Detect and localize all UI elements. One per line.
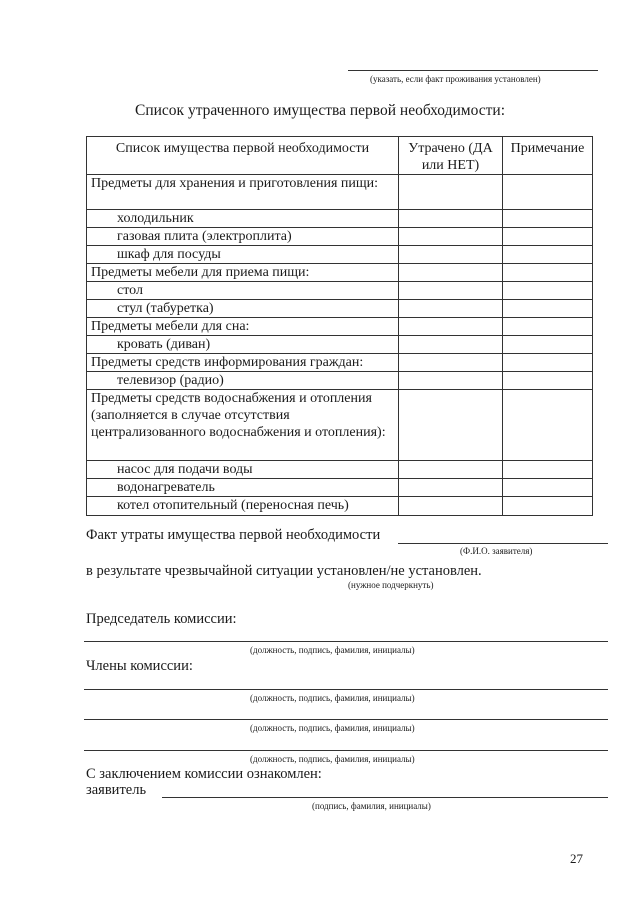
category-name: Предметы мебели для сна: xyxy=(87,318,399,336)
header-note: Примечание xyxy=(503,137,593,175)
member-line-3[interactable] xyxy=(84,750,608,751)
signature-caption: (подпись, фамилия, инициалы) xyxy=(312,801,431,811)
note-cell[interactable] xyxy=(503,354,593,372)
category-name: Предметы мебели для приема пищи: xyxy=(87,264,399,282)
item-name: насос для подачи воды xyxy=(87,461,399,479)
top-note: (указать, если факт проживания установлен) xyxy=(370,74,541,84)
note-cell[interactable] xyxy=(503,318,593,336)
lost-cell[interactable] xyxy=(399,497,503,516)
table-row xyxy=(87,246,593,264)
table-row xyxy=(87,497,593,516)
lost-cell[interactable] xyxy=(399,479,503,497)
category-name: Предметы для хранения и приготовления пищи: xyxy=(87,175,399,210)
table-row xyxy=(87,479,593,497)
lost-cell[interactable] xyxy=(399,461,503,479)
note-cell[interactable] xyxy=(503,264,593,282)
page-number: 27 xyxy=(570,851,583,866)
category-name: Предметы средств информирования граждан: xyxy=(87,354,399,372)
table-row xyxy=(87,372,593,390)
chairman-caption: (должность, подпись, фамилия, инициалы) xyxy=(250,645,415,655)
table-row xyxy=(87,354,593,372)
result-text: в результате чрезвычайной ситуации установлен/не установлен. xyxy=(86,563,482,579)
note-cell[interactable] xyxy=(503,390,593,461)
member-caption-3: (должность, подпись, фамилия, инициалы) xyxy=(250,754,415,764)
underline-caption: (нужное подчеркнуть) xyxy=(348,580,434,590)
fact-label: Факт утраты имущества первой необходимости xyxy=(86,527,381,543)
header-lost: Утрачено (ДА или НЕТ) xyxy=(399,137,503,175)
lost-cell[interactable] xyxy=(399,354,503,372)
top-line xyxy=(348,70,598,71)
note-cell[interactable] xyxy=(503,228,593,246)
item-name: стул (табуретка) xyxy=(87,300,399,318)
item-name: котел отопительный (переносная печь) xyxy=(87,497,399,516)
item-name: газовая плита (электроплита) xyxy=(87,228,399,246)
table-row xyxy=(87,282,593,300)
item-name: стол xyxy=(87,282,399,300)
fio-line[interactable] xyxy=(398,543,608,544)
lost-cell[interactable] xyxy=(399,282,503,300)
table-row xyxy=(87,228,593,246)
table-row xyxy=(87,336,593,354)
note-cell[interactable] xyxy=(503,336,593,354)
item-name: кровать (диван) xyxy=(87,336,399,354)
chairman-line[interactable] xyxy=(84,641,608,642)
member-caption-1: (должность, подпись, фамилия, инициалы) xyxy=(250,693,415,703)
item-name: телевизор (радио) xyxy=(87,372,399,390)
property-table xyxy=(86,136,593,516)
note-cell[interactable] xyxy=(503,282,593,300)
acquainted-label: С заключением комиссии ознакомлен: xyxy=(86,766,322,782)
lost-cell[interactable] xyxy=(399,372,503,390)
header-list: Список имущества первой необходимости xyxy=(87,137,399,175)
member-line-2[interactable] xyxy=(84,719,608,720)
table-row xyxy=(87,210,593,228)
item-name: холодильник xyxy=(87,210,399,228)
table-row xyxy=(87,300,593,318)
table-row xyxy=(87,461,593,479)
note-cell[interactable] xyxy=(503,479,593,497)
lost-cell[interactable] xyxy=(399,336,503,354)
lost-cell[interactable] xyxy=(399,228,503,246)
table-row xyxy=(87,318,593,336)
fio-caption: (Ф.И.О. заявителя) xyxy=(460,546,533,556)
note-cell[interactable] xyxy=(503,461,593,479)
item-name: водонагреватель xyxy=(87,479,399,497)
note-cell[interactable] xyxy=(503,246,593,264)
applicant-line[interactable] xyxy=(162,797,608,798)
members-label: Члены комиссии: xyxy=(86,658,193,674)
note-cell[interactable] xyxy=(503,372,593,390)
applicant-label: заявитель xyxy=(86,782,147,798)
item-name: шкаф для посуды xyxy=(87,246,399,264)
table-row xyxy=(87,390,593,461)
note-cell[interactable] xyxy=(503,210,593,228)
lost-cell[interactable] xyxy=(399,390,503,461)
table-row xyxy=(87,175,593,210)
lost-cell[interactable] xyxy=(399,300,503,318)
chairman-label: Председатель комиссии: xyxy=(86,611,237,627)
lost-cell[interactable] xyxy=(399,246,503,264)
lost-cell[interactable] xyxy=(399,175,503,210)
table-header-row xyxy=(87,137,593,175)
member-caption-2: (должность, подпись, фамилия, инициалы) xyxy=(250,723,415,733)
note-cell[interactable] xyxy=(503,175,593,210)
table-row xyxy=(87,264,593,282)
lost-cell[interactable] xyxy=(399,264,503,282)
note-cell[interactable] xyxy=(503,300,593,318)
lost-cell[interactable] xyxy=(399,318,503,336)
category-name: Предметы средств водоснабжения и отопления (заполняется в случае отсутствия централизованного водоснабжения и отопления): xyxy=(87,390,399,461)
note-cell[interactable] xyxy=(503,497,593,516)
lost-cell[interactable] xyxy=(399,210,503,228)
page-title: Список утраченного имущества первой необходимости: xyxy=(135,102,505,119)
member-line-1[interactable] xyxy=(84,689,608,690)
